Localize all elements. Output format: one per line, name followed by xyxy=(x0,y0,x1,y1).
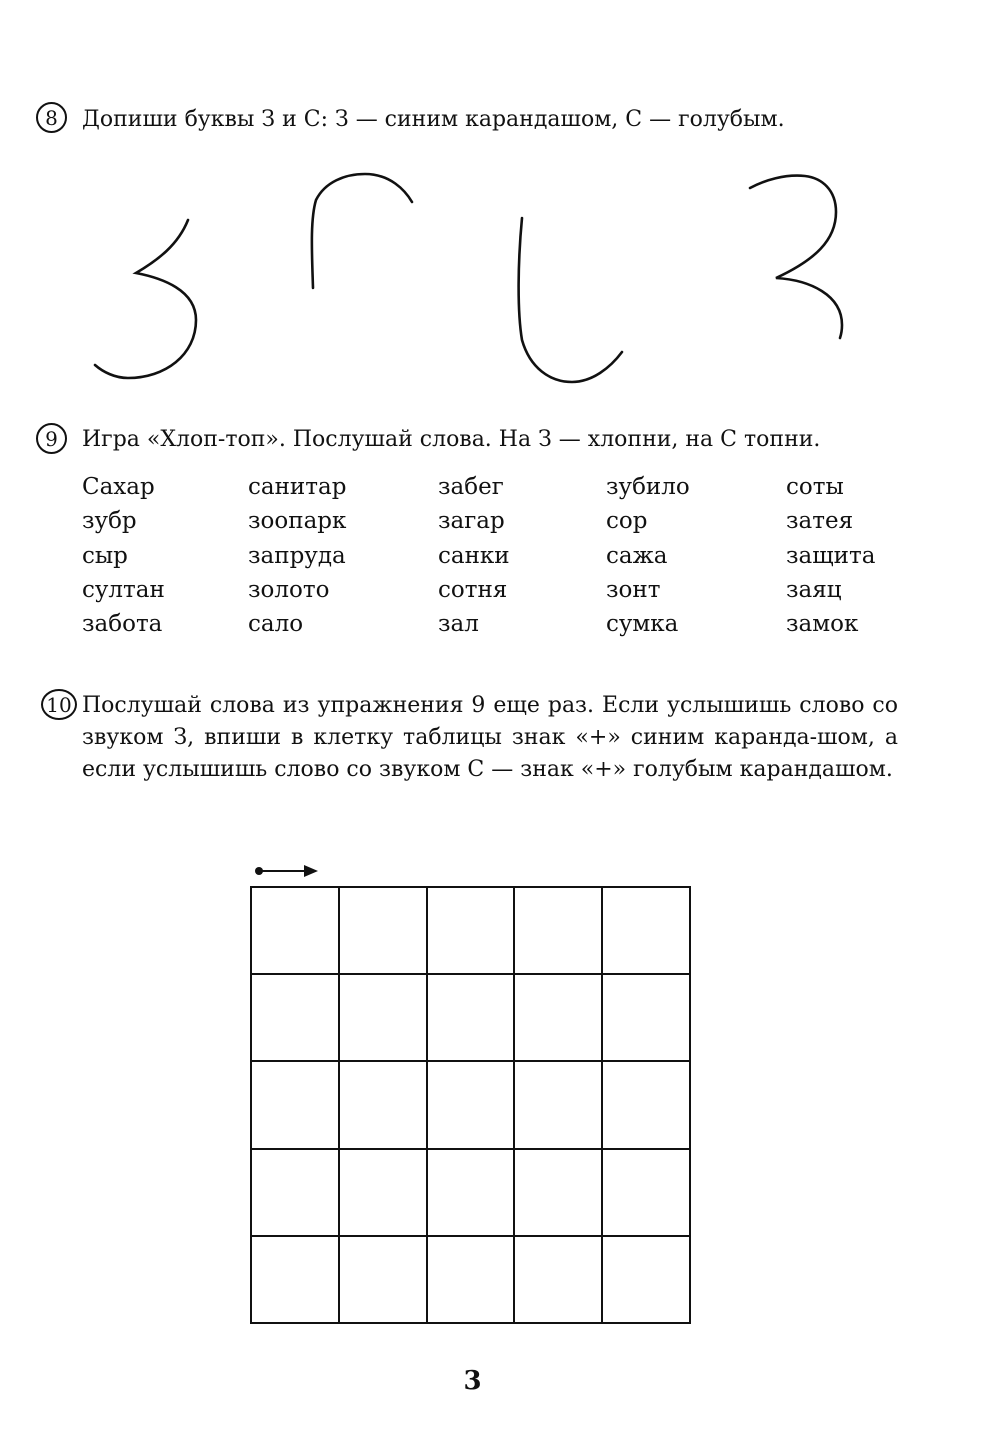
letter-z-sample-1 xyxy=(95,220,196,378)
word: забег xyxy=(438,474,504,500)
grid-cell[interactable] xyxy=(428,975,516,1062)
task-number-8: 8 xyxy=(36,102,67,133)
task-number-10: 10 xyxy=(41,689,77,720)
word: загар xyxy=(438,508,505,535)
arrow-right-icon xyxy=(252,862,322,882)
grid-cell[interactable] xyxy=(515,888,603,975)
grid-cell[interactable] xyxy=(603,1237,691,1324)
word: сажа xyxy=(606,542,668,569)
grid-cell[interactable] xyxy=(252,975,340,1062)
word: Сахар xyxy=(82,474,155,500)
letter-s-sample-2 xyxy=(519,218,622,382)
word: запруда xyxy=(248,542,346,569)
word-column-2 xyxy=(248,470,346,641)
grid-cell[interactable] xyxy=(252,1237,340,1324)
grid-cell[interactable] xyxy=(515,1150,603,1237)
grid-cell[interactable] xyxy=(515,1237,603,1324)
word: сотня xyxy=(438,576,508,603)
word: зубр xyxy=(82,508,137,535)
grid-cell[interactable] xyxy=(515,975,603,1062)
grid-cell[interactable] xyxy=(428,1062,516,1149)
word: зал xyxy=(438,611,479,638)
word: забота xyxy=(82,611,163,638)
word: сор xyxy=(606,508,648,535)
grid-cell[interactable] xyxy=(515,1062,603,1149)
page-number: 3 xyxy=(463,1366,482,1396)
task-10-instruction: Послушай слова из упражнения 9 еще раз. Если услышишь слово со звуком З, впиши в клетку таблицы знак «+» синим каранда-шом, а если услышишь слово со звуком С — знак «+» голубым карандашом. xyxy=(82,693,898,782)
word: султан xyxy=(82,576,165,603)
grid-cell[interactable] xyxy=(252,1150,340,1237)
letter-s-sample-1 xyxy=(312,174,412,288)
task-9-instruction: Игра «Хлоп-топ». Послушай слова. На З — хлопни, на С топни. xyxy=(82,427,821,452)
word: зубило xyxy=(606,474,690,500)
letter-z-sample-2 xyxy=(750,176,842,338)
task-number-9: 9 xyxy=(36,423,67,454)
grid-cell[interactable] xyxy=(428,1150,516,1237)
letter-tracing-samples xyxy=(0,160,1000,390)
word: затея xyxy=(786,508,854,535)
word-column-5 xyxy=(786,470,875,641)
word: зонт xyxy=(606,576,661,603)
word: санки xyxy=(438,542,510,569)
word: сумка xyxy=(606,611,679,638)
grid-cell[interactable] xyxy=(603,888,691,975)
grid-cell[interactable] xyxy=(340,975,428,1062)
grid-cell[interactable] xyxy=(603,975,691,1062)
grid-cell[interactable] xyxy=(340,1150,428,1237)
answer-grid xyxy=(250,886,691,1324)
word: золото xyxy=(248,576,330,603)
grid-cell[interactable] xyxy=(252,1062,340,1149)
word-column-4 xyxy=(606,470,690,641)
word-column-3 xyxy=(438,470,510,641)
grid-cell[interactable] xyxy=(428,1237,516,1324)
grid-cell[interactable] xyxy=(252,888,340,975)
word: санитар xyxy=(248,474,347,500)
grid-cell[interactable] xyxy=(340,1062,428,1149)
word: замок xyxy=(786,611,859,638)
word: заяц xyxy=(786,576,842,603)
word: сало xyxy=(248,611,304,638)
grid-cell[interactable] xyxy=(428,888,516,975)
word: соты xyxy=(786,474,844,500)
grid-cell[interactable] xyxy=(603,1062,691,1149)
word: зоопарк xyxy=(248,508,347,535)
task-8-instruction: Допиши буквы З и С: З — синим карандашом, С — голубым. xyxy=(82,107,785,132)
grid-cell[interactable] xyxy=(340,1237,428,1324)
grid-cell[interactable] xyxy=(603,1150,691,1237)
grid-cell[interactable] xyxy=(340,888,428,975)
word: защита xyxy=(786,542,876,569)
word-column-1 xyxy=(82,470,165,641)
word: сыр xyxy=(82,542,128,569)
